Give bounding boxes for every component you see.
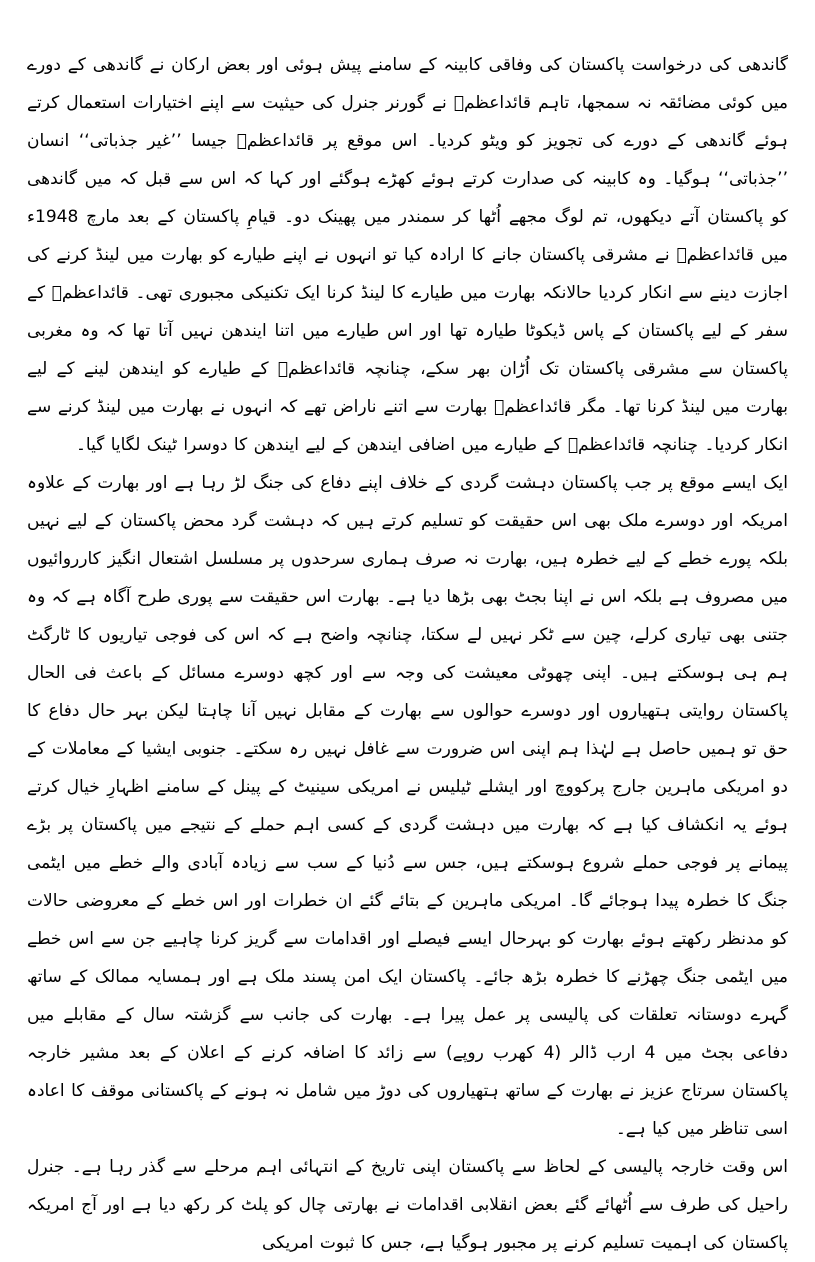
paragraph-gandhi-quaid-e-azam: گاندھی کی درخواست پاکستان کی وفاقی کابینہ کے سامنے پیش ہوئی اور بعض ارکان نے گاندھی کے دورے میں کوئی مضائقہ نہ سمجھا، تاہم قائداعظمؒ نے گورنر جنرل کی حیثیت سے اپنے اختیارات استعمال کرتے ہوئے گاندھی کے دورے کی تجویز کو ویٹو کردیا۔ اس موقع پر قائداعظمؒ جیسا ’’غیر جذباتی‘‘ انسان ’’جذباتی‘‘ ہوگیا۔ وہ کابینہ کی صدارت کرتے ہوئے کھڑے ہوگئے اور کہا کہ اس سے قبل کہ میں گاندھی کو پاکستان آتے دیکھوں، تم لوگ مجھے اُٹھا کر سمندر میں پھینک دو۔ قیامِ پاکستان کے بعد مارچ 1948ء میں قائداعظمؒ نے مشرقی پاکستان جانے کا ارادہ کیا تو انہوں نے اپنے طیارے کو بھارت میں لینڈ کرنے کی اجازت دینے سے انکار کردیا حالانکہ بھارت میں طیارے کا لینڈ کرنا ایک تکنیکی مجبوری تھی۔ قائداعظمؒ کے سفر کے لیے پاکستان کے پاس ڈیکوٹا طیارہ تھا اور اس طیارے میں اتنا ایندھن نہیں آتا تھا کہ وہ مغربی پاکستان سے مشرقی پاکستان تک اُڑان بھر سکے، چنانچہ قائداعظمؒ کے طیارے کو ایندھن لینے کے لیے بھارت میں لینڈ کرنا تھا۔ مگر قائداعظمؒ بھارت سے اتنے ناراض تھے کہ انہوں نے بھارت میں لینڈ کرنے سے انکار کردیا۔ چنانچہ قائداعظمؒ کے طیارے میں اضافی ایندھن کے لیے ایندھن کا دوسرا ٹینک لگایا گیا۔ [27,55,788,455]
paragraph-foreign-policy: اس وقت خارجہ پالیسی کے لحاظ سے پاکستان اپنی تاریخ کے انتہائی اہم مرحلے سے گذر رہا ہے۔ جنرل راحیل کی طرف سے اُٹھائے گئے بعض انقلابی اقدامات نے بھارتی چال کو پلٹ کر رکھ دیا ہے اور آج امریکہ پاکستان کی اہمیت تسلیم کرنے پر مجبور ہوگیا ہے، جس کا ثبوت امریکی [27,1157,788,1253]
paragraph-pakistan-defence-india: ایک ایسے موقع پر جب پاکستان دہشت گردی کے خلاف اپنے دفاع کی جنگ لڑ رہا ہے اور بھارت کے علاوہ امریکہ اور دوسرے ملک بھی اس حقیقت کو تسلیم کرتے ہیں کہ دہشت گرد محض پاکستان کے لیے نہیں بلکہ پورے خطے کے لیے خطرہ ہیں، بھارت نہ صرف ہماری سرحدوں پر مسلسل اشتعال انگیز کارروائیوں میں مصروف ہے بلکہ اس نے اپنا بجٹ بھی بڑھا دیا ہے۔ بھارت اس حقیقت سے پوری طرح آگاہ ہے کہ وہ جتنی بھی تیاری کرلے، چین سے ٹکر نہیں لے سکتا، چنانچہ واضح ہے کہ اس کی فوجی تیاریوں کا ٹارگٹ ہم ہی ہوسکتے ہیں۔ اپنی چھوٹی معیشت کی وجہ سے اور کچھ دوسرے مسائل کے باعث فی الحال پاکستان روایتی ہتھیاروں اور دوسرے حوالوں سے بھارت کے مقابل نہیں آنا چاہتا لیکن بہر حال دفاع کا حق تو ہمیں حاصل ہے لہٰذا ہم اپنی اس ضرورت سے غافل نہیں رہ سکتے۔ جنوبی ایشیا کے معاملات کے دو امریکی ماہرین جارج پرکووچ اور ایشلے ٹیلیس نے امریکی سینیٹ کے پینل کے سامنے اظہارِ خیال کرتے ہوئے یہ انکشاف کیا ہے کہ بھارت میں دہشت گردی کے کسی اہم حملے کے نتیجے میں پاکستان پر بڑے پیمانے پر فوجی حملے شروع ہوسکتے ہیں، جس سے دُنیا کے سب سے زیادہ آبادی والے خطے میں ایٹمی جنگ کا خطرہ پیدا ہوجائے گا۔ امریکی ماہرین کے بتائے گئے ان خطرات اور اس خطے کے معروضی حالات کو مدنظر رکھتے ہوئے بھارت کو بہرحال ایسے فیصلے اور اقدامات سے گریز کرنا چاہیے جن سے اس خطے میں ایٹمی جنگ چھڑنے کا خطرہ بڑھ جائے۔ پاکستان ایک امن پسند ملک ہے اور ہمسایہ ممالک کے ساتھ گہرے دوستانہ تعلقات کی پالیسی پر عمل پیرا ہے۔ بھارت کی جانب سے گزشتہ سال کے مقابلے میں دفاعی بجٹ میں 4 ارب ڈالر (4 کھرب روپے) سے زائد کا اضافہ کرنے کے اعلان کے بعد مشیر خارجہ پاکستان سرتاج عزیز نے بھارت کے ساتھ ہتھیاروں کی دوڑ میں شامل نہ ہونے کے پاکستانی موقف کا اعادہ اسی تناظر میں کیا ہے۔ [27,473,788,1139]
